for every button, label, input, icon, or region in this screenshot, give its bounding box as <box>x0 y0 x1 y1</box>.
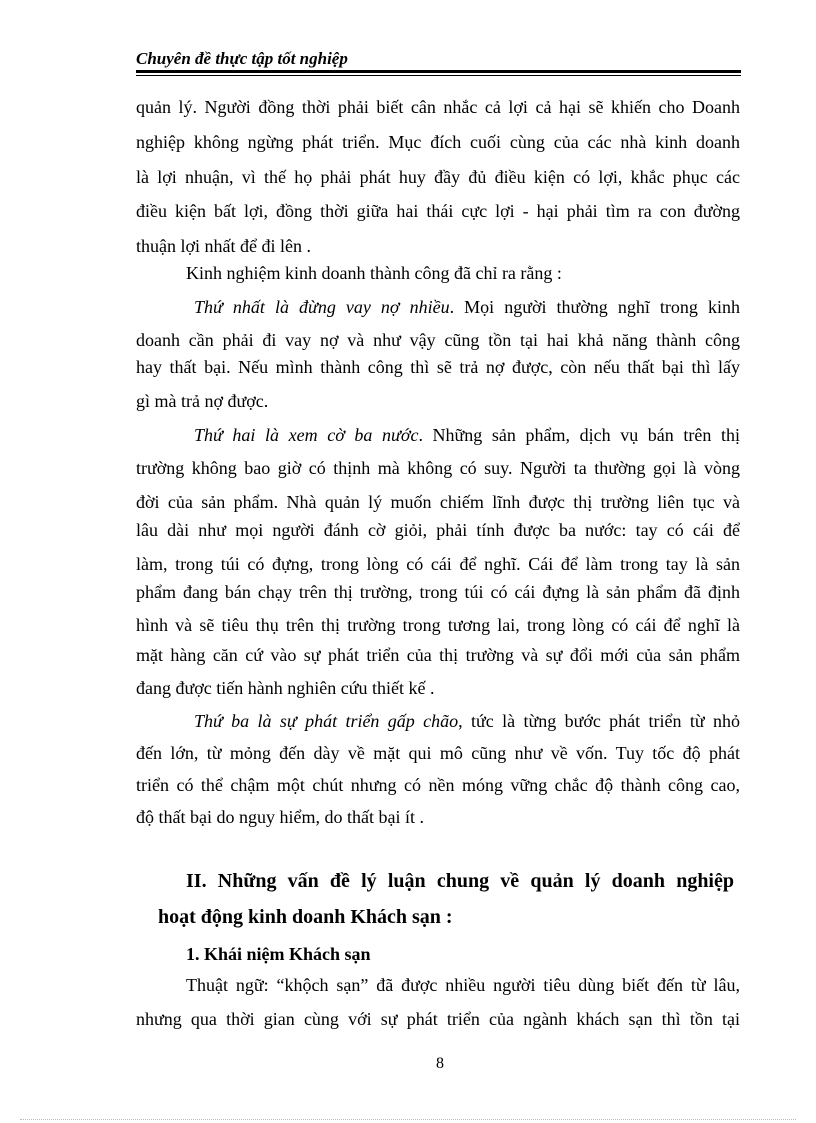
body-line: là lợi nhuận, vì thế họ phải phát huy đầy đủ điều kiện có lợi, khắc phục các <box>136 167 740 187</box>
body-line: phẩm đang bán chạy trên thị trường, trong túi có cái đựng là sản phẩm đã định <box>136 582 740 602</box>
body-line: nhưng qua thời gian cùng với sự phát triển của ngành khách sạn thì tồn tại <box>136 1009 740 1029</box>
page-bottom-divider <box>20 1119 796 1120</box>
lead-rest: , tức là từng bước phát triển từ nhỏ <box>458 711 740 731</box>
body-line: hình và sẽ tiêu thụ trên thị trường trong tương lai, trong lòng có cái để nghĩ là <box>136 615 740 635</box>
body-line: trường không bao giờ có thịnh mà không có suy. Người ta thường gọi là vòng <box>136 458 740 478</box>
body-line-lead <box>194 296 740 318</box>
body-line: làm, trong túi có đựng, trong lòng có cái để nghĩ. Cái để làm trong tay là sản <box>136 554 740 574</box>
body-line: độ thất bại do nguy hiểm, do thất bại ít . <box>136 807 424 827</box>
body-line: Thuật ngữ: “khộch sạn” đã được nhiều người tiêu dùng biết đến từ lâu, <box>186 975 740 995</box>
body-line: đời của sản phẩm. Nhà quản lý muốn chiếm lĩnh được thị trường liên tục và <box>136 492 740 512</box>
italic-lead: Thứ ba là sự phát triển gấp chão <box>194 711 459 731</box>
body-line: quản lý. Người đồng thời phải biết cân nhắc cả lợi cả hại sẽ khiến cho Doanh <box>136 97 740 117</box>
section-heading-line2: hoạt động kinh doanh Khách sạn : <box>158 906 453 928</box>
section-heading-line1: II. Những vấn đề lý luận chung về quản lý doanh nghiệp <box>186 870 734 892</box>
body-line-lead <box>194 424 740 446</box>
body-line: mặt hàng căn cứ vào sự phát triển của thị trường và sự đổi mới của sản phẩm <box>136 645 740 665</box>
body-line: nghiệp không ngừng phát triển. Mục đích cuối cùng của các nhà kinh doanh <box>136 132 740 152</box>
header-rule-thick <box>136 70 741 73</box>
running-header-title: Chuyên đề thực tập tốt nghiệp <box>136 49 348 68</box>
body-line: đến lớn, từ mỏng đến dày về mặt qui mô cũng như về vốn. Tuy tốc độ phát <box>136 743 740 763</box>
page-number: 8 <box>436 1055 444 1072</box>
body-line: hay thất bại. Nếu mình thành công thì sẽ trả nợ được, còn nếu thất bại thì lấy <box>136 357 740 377</box>
body-line: điều kiện bất lợi, đồng thời giữa hai thái cực lợi - hại phải tìm ra con đường <box>136 201 740 221</box>
body-line: gì mà trả nợ được. <box>136 391 269 411</box>
body-line: triển có thể chậm một chút nhưng có nền móng vững chắc độ thành công cao, <box>136 775 740 795</box>
lead-rest: . Những sản phẩm, dịch vụ bán trên thị <box>418 425 740 445</box>
subsection-heading: 1. Khái niệm Khách sạn <box>186 944 371 964</box>
italic-lead: Thứ hai là xem cờ ba nước <box>194 425 419 445</box>
body-line: lâu dài như mọi người đánh cờ giỏi, phải tính được ba nước: tay có cái để <box>136 520 740 540</box>
body-line: Kinh nghiệm kinh doanh thành công đã chỉ ra rằng : <box>186 263 562 283</box>
body-line: thuận lợi nhất để đi lên . <box>136 236 311 256</box>
body-line: doanh cần phải đi vay nợ và như vậy cũng tồn tại hai khả năng thành công <box>136 330 740 350</box>
body-line-lead <box>194 710 740 732</box>
header-rule-thin <box>136 75 741 76</box>
body-line: đang được tiến hành nghiên cứu thiết kế . <box>136 678 435 698</box>
italic-lead: Thứ nhất là đừng vay nợ nhiều <box>194 297 450 317</box>
lead-rest: . Mọi người thường nghĩ trong kinh <box>449 297 740 317</box>
